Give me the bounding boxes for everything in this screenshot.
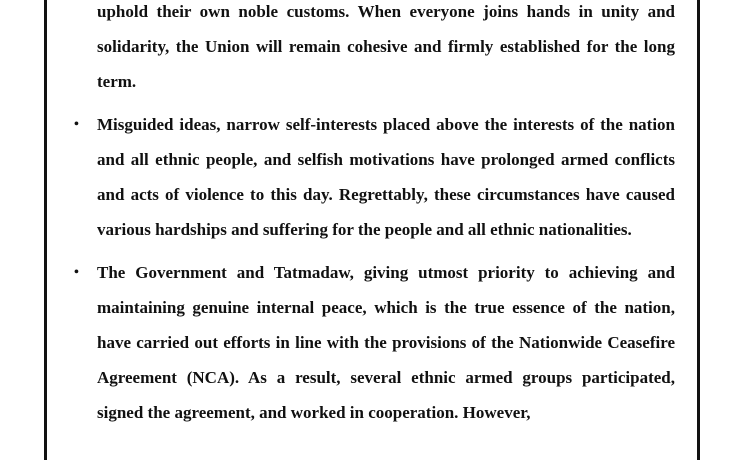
bullet-paragraph-1 (74, 107, 675, 247)
bullet-marker: • (74, 117, 79, 132)
paragraph-continuation (97, 0, 675, 99)
paragraph-text: The Government and Tatmadaw, giving utmost priority to achieving and maintaining genuine internal peace, which is the true essence of the nation, have carried out efforts in line with the provisions of the Nationwide Ceasefire Agreement (NCA). As a result, several ethnic armed groups participated, signed the agreement, and worked in cooperation. However, (97, 263, 675, 422)
paragraph-text: Misguided ideas, narrow self-interests placed above the interests of the nation and all ethnic people, and selfish motivations have prolonged armed conflicts and acts of violence to this day. Regrettably, these circumstances have caused various hardships and suffering for the people and all ethnic nationalities. (97, 115, 675, 239)
bullet-paragraph-2 (74, 255, 675, 430)
paragraph-text: uphold their own noble customs. When everyone joins hands in unity and solidarity, the Union will remain cohesive and firmly established for the long term. (97, 2, 675, 91)
bullet-marker: • (74, 265, 79, 280)
